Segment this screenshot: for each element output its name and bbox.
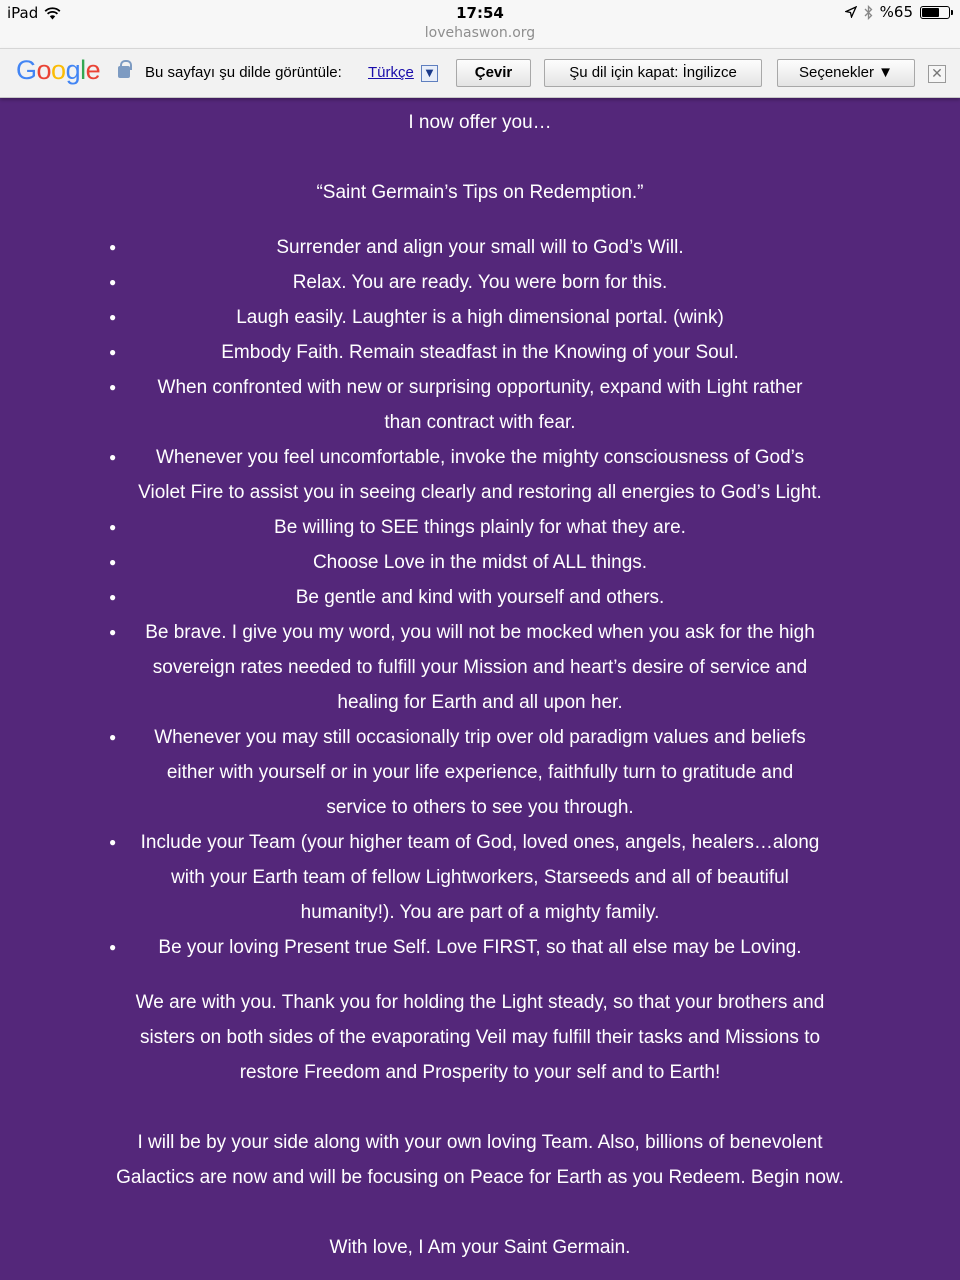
article [0, 98, 960, 1265]
tips-list [0, 230, 960, 965]
logo-letter: l [80, 55, 86, 85]
bullet-icon: ● [109, 380, 117, 394]
text-line: Embody Faith. Remain steadfast in the Knowing of your Soul. [221, 342, 739, 363]
google-logo [16, 55, 100, 86]
bullet-icon: ● [109, 450, 117, 464]
tip-item [0, 615, 960, 720]
battery-icon [920, 6, 950, 19]
language-select[interactable]: Türkçe [368, 64, 414, 81]
status-right [845, 3, 950, 21]
tip-item [0, 335, 960, 370]
tip-item [0, 825, 960, 930]
text-line: I will be by your side along with your own loving Team. Also, billions of benevolent [137, 1132, 823, 1153]
text-line: Be gentle and kind with yourself and others. [295, 587, 665, 608]
bullet-icon: ● [109, 520, 117, 534]
bullet-icon: ● [109, 555, 117, 569]
logo-letter: e [85, 55, 101, 85]
text-line: Be brave. I give you my word, you will not be mocked when you ask for the high [145, 622, 815, 643]
text-line: service to others to see you through. [326, 797, 634, 818]
lock-icon [118, 66, 130, 78]
text-line: Whenever you may still occasionally trip over old paradigm values and beliefs [154, 727, 806, 748]
text-line: sisters on both sides of the evaporating Veil may fulfill their tasks and Missions to [139, 1027, 821, 1048]
text-line: When confronted with new or surprising opportunity, expand with Light rather [157, 377, 803, 398]
text-line: restore Freedom and Prosperity to your self and to Earth! [239, 1062, 721, 1083]
text-line: with your Earth team of fellow Lightworkers, Starseeds and all of beautiful [171, 867, 789, 888]
tip-item [0, 930, 960, 965]
translate-prompt: Bu sayfayı şu dilde görüntüle: [145, 64, 342, 81]
text-line: Violet Fire to assist you in seeing clearly and restoring all energies to God’s Light. [138, 482, 822, 503]
tip-item [0, 265, 960, 300]
text-line: Be your loving Present true Self. Love FIRST, so that all else may be Loving. [158, 937, 802, 958]
text-line: humanity!). You are part of a mighty family. [300, 902, 660, 923]
text-line: Include your Team (your higher team of God, loved ones, angels, healers…along [140, 832, 820, 853]
bullet-icon: ● [109, 730, 117, 744]
tips-heading: “Saint Germain’s Tips on Redemption.” [316, 182, 644, 203]
bluetooth-icon [864, 5, 873, 20]
battery-level [922, 8, 939, 17]
logo-letter: g [65, 55, 81, 85]
tip-item [0, 230, 960, 265]
logo-letter: o [51, 55, 66, 85]
intro-text: I now offer you… [408, 112, 552, 133]
status-bar [0, 0, 960, 48]
text-line: sovereign rates needed to fulfill your Mission and heart’s desire of service and [152, 657, 808, 678]
translate-bar [0, 48, 960, 98]
text-line: either with yourself or in your life experience, faithfully turn to gratitude and [166, 762, 794, 783]
text-line: healing for Earth and all upon her. [337, 692, 623, 713]
tip-item [0, 440, 960, 510]
team-paragraph [0, 1125, 960, 1195]
tip-item [0, 510, 960, 545]
text-line: Be willing to SEE things plainly for what they are. [274, 517, 686, 538]
bullet-icon: ● [109, 835, 117, 849]
text-line: than contract with fear. [384, 412, 576, 433]
text-line: Galactics are now and will be focusing on Peace for Earth as you Redeem. Begin now. [116, 1167, 844, 1188]
signature: With love, I Am your Saint Germain. [329, 1237, 631, 1258]
bullet-icon: ● [109, 275, 117, 289]
text-line: Relax. You are ready. You were born for this. [292, 272, 668, 293]
bullet-icon: ● [109, 310, 117, 324]
text-line: Choose Love in the midst of ALL things. [312, 552, 648, 573]
dropdown-arrow-icon[interactable]: ▼ [421, 65, 438, 82]
text-line: Whenever you feel uncomfortable, invoke the mighty consciousness of God’s [155, 447, 805, 468]
disable-language-button[interactable]: Şu dil için kapat: İngilizce [544, 59, 762, 87]
closing-paragraph [0, 985, 960, 1090]
bullet-icon: ● [109, 625, 117, 639]
close-icon[interactable]: ✕ [928, 65, 946, 83]
text-line: We are with you. Thank you for holding the Light steady, so that your brothers and [135, 992, 825, 1013]
tip-item [0, 580, 960, 615]
bullet-icon: ● [109, 590, 117, 604]
page-url[interactable]: lovehaswon.org [424, 25, 536, 41]
device-name: iPad [7, 4, 39, 22]
text-line: Laugh easily. Laughter is a high dimensional portal. (wink) [236, 307, 724, 328]
tip-item [0, 545, 960, 580]
tip-item [0, 720, 960, 825]
clock: 17:54 [456, 4, 504, 22]
text-line: Surrender and align your small will to God’s Will. [276, 237, 684, 258]
logo-letter: o [36, 55, 52, 85]
bullet-icon: ● [109, 345, 117, 359]
translate-button[interactable]: Çevir [456, 59, 531, 87]
options-button[interactable]: Seçenekler ▼ [777, 59, 915, 87]
tip-item [0, 300, 960, 335]
bullet-icon: ● [109, 240, 117, 254]
location-arrow-icon [845, 6, 857, 18]
logo-letter: G [16, 55, 37, 85]
bullet-icon: ● [109, 940, 117, 954]
battery-percent: %65 [879, 3, 913, 21]
tip-item [0, 370, 960, 440]
